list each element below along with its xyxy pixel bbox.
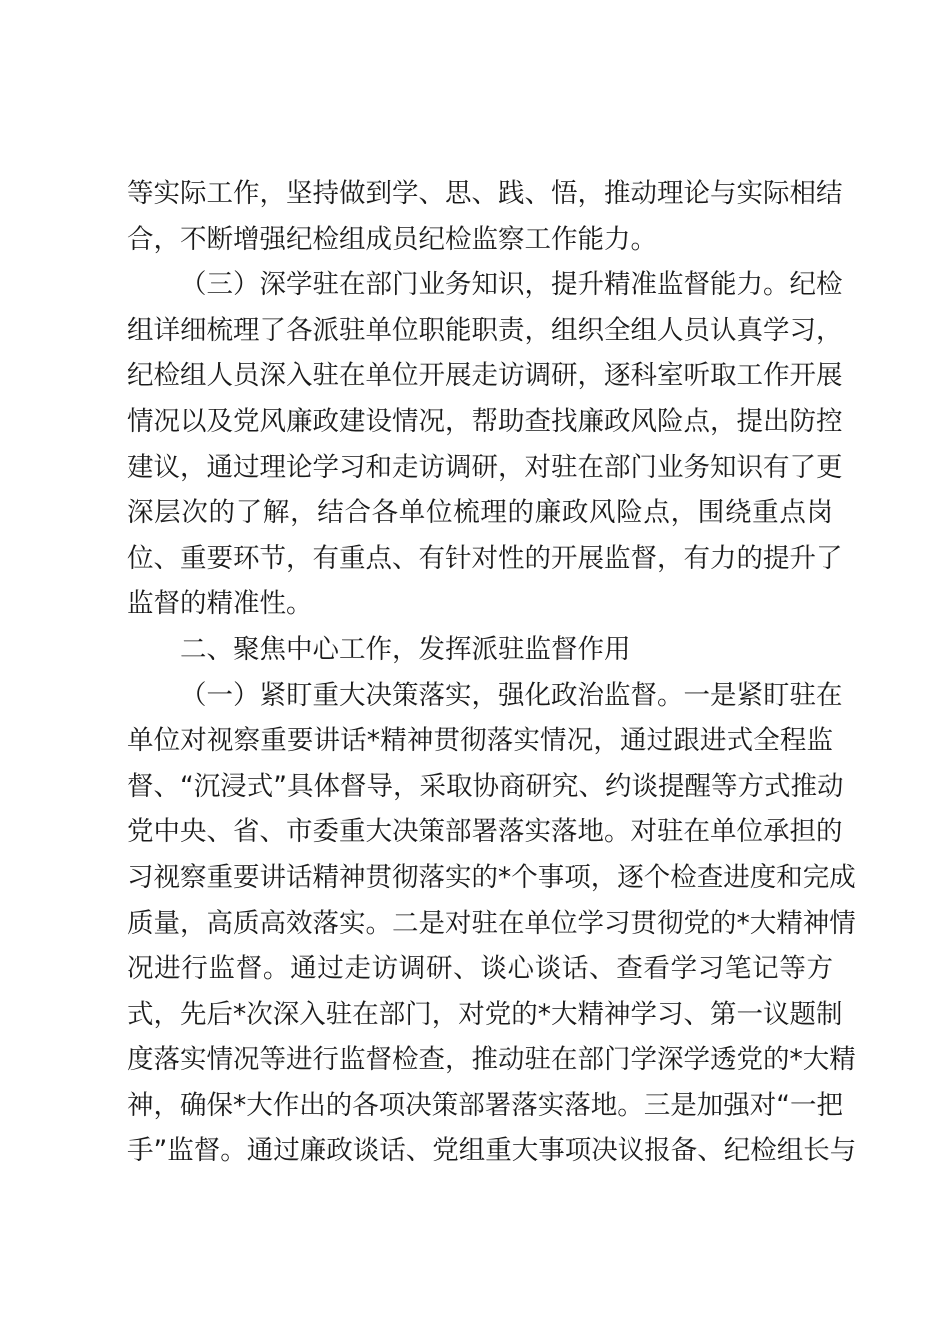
paragraph-first-line: （三）深学驻在部门业务知识，提升精准监督能力。纪检 (180, 269, 843, 301)
text-line: 况进行监督。通过走访调研、谈心谈话、查看学习笔记等方 (127, 953, 833, 985)
text-line: 神，确保*大作出的各项决策部署落实落地。三是加强对“一把 (127, 1089, 843, 1121)
text-line: 习视察重要讲话精神贯彻落实的*个事项，逐个检查进度和完成 (127, 861, 856, 893)
text-line: 党中央、省、市委重大决策部署落实落地。对驻在单位承担的 (127, 816, 843, 848)
text-line: 建议，通过理论学习和走访调研，对驻在部门业务知识有了更 (127, 451, 843, 483)
text-line: 监督的精准性。 (127, 588, 313, 620)
paragraph-first-line: （一）紧盯重大决策落实，强化政治监督。一是紧盯驻在 (180, 679, 843, 711)
text-line: 深层次的了解，结合各单位梳理的廉政风险点，围绕重点岗 (127, 497, 833, 529)
text-line: 情况以及党风廉政建设情况，帮助查找廉政风险点，提出防控 (127, 405, 843, 437)
text-line: 等实际工作，坚持做到学、思、践、悟，推动理论与实际相结 (127, 178, 843, 209)
text-line: 组详细梳理了各派驻单位职能职责，组织全组人员认真学习， (127, 314, 843, 346)
body-text (127, 171, 857, 1174)
text-line: 督、“沉浸式”具体督导，采取协商研究、约谈提醒等方式推动 (127, 770, 844, 802)
text-line: 单位对视察重要讲话*精神贯彻落实情况，通过跟进式全程监 (127, 725, 833, 757)
text-line: 位、重要环节，有重点、有针对性的开展监督，有力的提升了 (127, 542, 843, 574)
text-line: 合，不断增强纪检组成员纪检监察工作能力。 (127, 223, 657, 255)
text-line: 手”监督。通过廉政谈话、党组重大事项决议报备、纪检组长与 (127, 1135, 857, 1167)
text-line: 式，先后*次深入驻在部门，对党的*大精神学习、第一议题制 (127, 998, 843, 1030)
text-line: 质量，高质高效落实。二是对驻在单位学习贯彻党的*大精神情 (127, 907, 856, 939)
text-line: 度落实情况等进行监督检查，推动驻在部门学深学透党的*大精 (127, 1044, 856, 1076)
text-line: 纪检组人员深入驻在单位开展走访调研，逐科室听取工作开展 (127, 360, 843, 392)
paragraph-first-line: 二、聚焦中心工作，发挥派驻监督作用 (180, 633, 631, 665)
